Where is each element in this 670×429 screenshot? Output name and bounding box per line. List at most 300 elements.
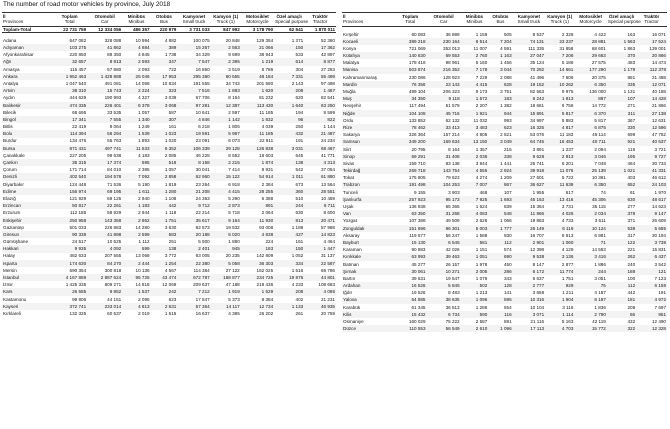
table-row [2,80,336,87]
cell-value: 4 703 [545,325,574,332]
table-row [2,44,336,51]
cell-value: 2 521 [500,132,512,138]
cell-value: 83 138 [445,160,460,166]
table-row [342,282,667,289]
table-row [2,73,336,80]
cell-value: 1 371 [291,37,304,43]
cell-value: 3 136 [545,253,574,260]
cell-value: 944 [488,110,512,117]
right-table-body [342,26,667,332]
table-row [342,311,667,318]
left-table [2,12,336,317]
cell-value: 84 010 [107,167,122,173]
cell-value: 1 057 [138,109,150,115]
cell-value: 2 944 [138,210,150,216]
table-row [2,310,336,317]
cell-value: 66 [607,311,636,318]
cell-value: 1 921 [461,110,489,117]
table-row [342,52,667,59]
table-row [2,166,336,173]
cell-value: 1 108 [164,195,177,201]
cell-value: 1 624 [475,204,488,210]
cell-value: 17 362 [304,44,336,51]
cell-value: 20 866 [636,52,667,59]
cell-value: 538 [607,225,636,232]
province-name: Tokat [343,175,354,181]
cell-value: 28 551 [304,188,336,195]
cell-value: 28 881 [574,38,607,45]
cell-value: 450 [503,261,512,267]
table-row [2,138,336,145]
cell-value: 1 151 [475,247,488,253]
province-name: Malatya [343,60,360,66]
cell-value: 1 096 [461,297,489,304]
cell-value: 10 262 [545,81,574,88]
cell-value: 117 494 [409,103,426,109]
cell-value: 9 155 [414,189,426,195]
cell-value: 62 541 [274,26,304,32]
column-header: Otobüs [488,13,512,20]
cell-value: 10 271 [427,268,461,275]
province-name: Erzincan [2,202,52,209]
cell-value: 1 021 [607,167,636,174]
cell-value: 142 809 [256,253,274,259]
cell-value: 7 555 [87,116,122,123]
cell-value: 6 756 [561,103,574,109]
table-row [342,261,667,268]
cell-value: 15 432 [394,311,427,318]
cell-value: 2 215 [211,159,241,166]
cell-value: 74 131 [513,38,546,45]
cell-value: 464 [627,160,636,166]
table-row [2,224,336,231]
cell-value: 7 697 [654,304,666,310]
cell-value: 6 172 [513,268,546,275]
cell-value: 1 118 [165,210,177,216]
cell-value: 61 880 [304,173,336,180]
table-row [2,253,336,260]
cell-value: 38 943 [259,52,274,58]
cell-value: 699 [627,132,636,138]
cell-value: 56 294 [87,130,122,137]
cell-value: 103 275 [52,44,87,51]
cell-value: 372 741 [52,303,87,310]
cell-value: 721 069 [408,45,426,51]
cell-value: 140 630 [394,52,427,59]
column-header: Otomobil [87,13,122,20]
province-name: Ağrı [2,58,52,65]
cell-value: 4 845 [138,52,150,58]
column-header: Kamyonet [177,13,210,20]
cell-value: 11 866 [513,210,546,217]
cell-value: 121 [636,268,667,275]
province-name: Bayburt [342,239,394,246]
cell-value: 14 823 [304,231,336,238]
cell-value: 630 [607,196,636,203]
province-name: Amasya [3,66,20,72]
cell-value: 1 144 [323,124,335,130]
cell-value: 41 496 [530,74,545,80]
cell-value: 26 149 [513,225,546,232]
province-name: Artvin [2,87,52,94]
cell-value: 36 513 [445,304,460,310]
cell-value: 36 889 [445,31,460,37]
cell-value: 55 763 [107,138,122,144]
cell-value: 111 335 [528,45,545,51]
cell-value: 12 631 [651,117,666,123]
cell-value: 82 563 [530,89,545,95]
cell-value: 8 164 [448,146,460,152]
cell-value: 19 876 [274,274,304,281]
cell-value: 16 071 [651,31,666,37]
cell-value: 432 [274,130,304,137]
cell-value: 3 051 [594,275,606,281]
cell-value: 6 613 [561,232,574,238]
cell-value: 25 046 [122,73,150,80]
cell-value: 32 657 [52,58,87,65]
cell-value: 6 370 [574,110,607,117]
column-header-en: Small truck [177,19,210,26]
cell-value: 4 395 [228,310,240,316]
cell-value: 21 487 [304,130,336,137]
column-header-en: Tractor [304,19,336,26]
cell-value: 7 925 [461,196,489,203]
table-row [2,173,336,180]
cell-value: 78 462 [394,124,427,131]
cell-value: 27 601 [530,175,545,181]
province-name: Eskişehir [2,217,52,224]
cell-value: 163 [241,245,274,252]
column-header: Kamyon (1) [211,13,241,20]
column-header: Minibüs [122,13,150,20]
column-header: Minibüs [461,13,489,20]
cell-value: 19 526 [411,290,426,296]
province-name: Ordu [343,117,354,123]
cell-value: 129 354 [256,37,274,43]
cell-value: 22 214 [195,210,210,216]
cell-value: 8 158 [177,159,210,166]
cell-value: 1 572 [461,95,489,102]
table-row [342,196,667,203]
cell-value: 5 817 [594,117,606,123]
cell-value: 1 051 [461,253,489,260]
cell-value: 1 836 [594,304,606,310]
cell-value: 44 801 [304,274,336,281]
cell-value: 60 537 [107,310,122,316]
cell-value: 4 838 [241,231,274,238]
cell-value: 652 [607,182,636,189]
cell-value: 548 [488,210,512,217]
cell-value: 595 [488,297,512,304]
cell-value: 3 944 [475,160,488,166]
cell-value: 6 388 [261,195,274,201]
cell-value: 7 606 [561,74,574,80]
cell-value: 11 183 [559,132,574,138]
cell-value: 112 [488,239,512,246]
cell-value: 98 961 [445,60,460,66]
cell-value: 10 641 [195,109,210,115]
cell-value: 2 036 [461,153,489,160]
cell-value: 30 733 [651,160,666,166]
cell-value: 11 533 [122,145,150,152]
cell-value: 106 339 [177,145,210,152]
cell-value: 150 [274,245,304,252]
table-row [2,245,336,252]
cell-value: 9 852 [87,288,122,295]
table-row [2,288,336,295]
cell-value: 921 [607,138,636,145]
cell-value: 690 [488,253,512,260]
cell-value: 8 164 [228,95,240,101]
cell-value: 251 [168,239,177,245]
cell-value: 5 373 [228,296,240,302]
cell-value: 9 727 [636,153,667,160]
cell-value: 22 419 [72,124,87,130]
cell-value: 402 540 [52,173,87,180]
cell-value: 75 [574,282,607,289]
province-name: Osmaniye [343,319,364,325]
cell-value: 70 292 [513,67,546,74]
cell-value: 42 026 [445,247,460,253]
cell-value: 14 473 [651,60,666,66]
cell-value: 9 118 [427,95,461,102]
cell-value: 542 [295,167,304,173]
cell-value: 17 524 [636,38,667,45]
province-name: Düzce [342,325,394,332]
province-name: Kars [2,288,52,295]
cell-value: 74 [600,189,606,195]
cell-value: 61 345 [411,304,426,310]
table-row [2,217,336,224]
cell-value: 15 743 [87,87,122,94]
province-name: Denizli [2,173,52,180]
cell-value: 62 132 [445,117,460,123]
cell-value: 6 437 [636,253,667,260]
cell-value: 119 577 [409,232,426,238]
cell-value: 11 032 [473,117,488,123]
cell-value: 930 [503,232,512,238]
cell-value: 40 537 [636,138,667,145]
cell-value: 69 553 [427,52,461,59]
cell-value: 335 [607,81,636,88]
cell-value: 206 323 [443,89,460,95]
cell-value: 82 541 [320,95,335,101]
cell-value: 18 603 [259,152,274,158]
cell-value: 7 204 [488,38,512,45]
cell-value: 143 358 [87,217,122,224]
header-row-tr [342,13,667,20]
column-header: Özel amaçlı [274,13,304,20]
cell-value: 31 137 [320,253,335,259]
cell-value: 230 086 [408,74,426,80]
cell-value: 501 033 [69,224,87,230]
province-name: Iğdır [343,290,353,296]
cell-value: 124 448 [69,181,87,187]
province-name: Hatay [3,253,16,259]
cell-value: 1 382 [500,103,512,109]
cell-value: 69 786 [320,267,335,273]
cell-value: 6 073 [228,138,240,144]
cell-value: 10 361 [591,175,606,181]
cell-value: 2 862 [122,217,150,224]
cell-value: 25 139 [574,167,607,174]
province-name: İzmir [3,282,13,288]
cell-value: 10 136 [135,267,150,273]
cell-value: 112 185 [69,210,87,216]
cell-value: 15 772 [574,325,607,332]
table-row [342,102,667,109]
table-row [342,160,667,167]
cell-value: 1 952 463 [52,73,87,80]
province-name: Muş [342,95,394,102]
cell-value: 21 231 [320,296,335,302]
cell-value: 63 250 [304,102,336,109]
province-name: Kocaeli [342,38,394,45]
cell-value: 220 850 [69,52,87,58]
province-name: Karaman [343,247,362,253]
province-name: Adıyaman [2,44,52,51]
cell-value: 497 741 [87,145,122,152]
cell-value: 5 722 [561,175,574,181]
cell-value: 13 068 [135,253,150,259]
cell-value: 21 116 [530,319,545,325]
cell-value: 4 415 [211,188,241,195]
cell-value: 6 711 [304,202,336,209]
cell-value: 2 873 [211,202,241,209]
cell-value: 11 930 [241,217,274,224]
cell-value: 1 209 [500,175,512,181]
column-header-en: Truck (1) [545,19,574,26]
cell-value: 2 790 [574,311,607,318]
cell-value: 11 774 [545,268,574,275]
cell-value: 68 695 [72,109,87,115]
cell-value: 1 179 [607,67,636,74]
cell-value: 16 453 [545,138,574,145]
cell-value: 2 224 [122,87,150,94]
cell-value: 163 [627,31,636,37]
cell-value: 63 993 [394,253,427,260]
cell-value: 474 335 [52,102,87,109]
cell-value: 1 060 [545,239,574,246]
cell-value: 3 416 [574,253,607,260]
cell-value: 61 [630,189,636,195]
cell-value: 722 [168,66,177,72]
cell-value: 3 068 [151,102,178,109]
cell-value: 5 290 [228,195,240,201]
cell-value: 35 617 [177,217,210,224]
cell-value: 1 219 [241,58,274,65]
cell-value: 128 [488,282,512,289]
cell-value: 1 057 [164,167,177,173]
cell-value: 489 104 [408,89,426,95]
cell-value: 867 [488,182,512,189]
cell-value: 121 929 [69,195,87,201]
cell-value: 891 [503,319,512,325]
cell-value: 4 882 [164,37,177,43]
cell-value: 307 [151,116,178,123]
table-row [342,182,667,189]
column-header: Traktör [636,13,667,20]
cell-value: 4 415 [461,81,489,88]
cell-value: 468 [479,189,488,195]
cell-value: 65 365 [445,204,460,210]
cell-value: 188 [607,268,636,275]
cell-value: 14 623 [651,204,666,210]
cell-value: 9 712 [177,202,210,209]
cell-value: 7 007 [461,182,489,189]
cell-value: 1 611 [122,188,150,195]
table-row [342,81,667,88]
cell-value: 6 352 [151,145,178,152]
cell-value: 134 476 [69,138,87,144]
cell-value: 28 255 [241,188,274,195]
cell-value: 486 357 [122,26,150,32]
cell-value: 1 751 [151,217,178,224]
cell-value: 46 228 [195,152,210,158]
cell-value: 2 777 [513,282,546,289]
cell-value: 209 637 [193,282,210,288]
cell-value: 41 331 [636,167,667,174]
column-header: İl [2,13,52,20]
cell-value: 21 866 [651,103,666,109]
cell-value: 617 [565,189,574,195]
cell-value: 56 247 [445,232,460,238]
table-row [342,239,667,246]
cell-value: 17 341 [52,116,87,123]
cell-value: 8 931 [261,167,274,173]
cell-value: 1 863 [623,45,636,51]
cell-value: 6 918 [228,181,240,187]
cell-value: 183 [488,95,512,102]
cell-value: 2 064 [261,210,274,216]
cell-value: 3 731 033 [177,26,210,32]
cell-value: 587 [168,109,177,115]
cell-value: 22 261 [87,202,122,209]
cell-value: 1 588 [475,232,488,238]
cell-value: 27 283 [320,66,335,72]
province-name: Bingöl [2,116,52,123]
cell-value: 4 129 [561,247,574,253]
province-name: Bartın [343,275,356,281]
cell-value: 317 [627,232,636,238]
cell-value: 81 232 [259,95,274,101]
table-row [342,110,667,117]
cell-value: 227 205 [69,152,87,158]
cell-value: 26 585 [52,288,87,295]
table-row [342,289,667,296]
cell-value: 2 207 [475,103,488,109]
table-row [2,116,336,123]
cell-value: 2 395 [211,58,241,65]
cell-value: 503 874 [394,67,427,74]
right-table [342,12,667,332]
cell-value: 207 555 [104,253,122,259]
cell-value: 1 777 [488,225,512,232]
cell-value: 370 [607,52,636,59]
cell-value: 367 [627,117,636,123]
column-header: Toplam [394,13,427,20]
cell-value: 5 058 [211,260,241,267]
cell-value: 1 819 [164,181,177,187]
cell-value: 1 874 [241,159,274,166]
cell-value: 1 163 [488,52,512,59]
cell-value: 7 414 [228,167,240,173]
province-name: Kastamonu [3,296,27,302]
cell-value: 10 104 [530,304,545,310]
cell-value: 20 848 [225,37,240,43]
province-name: Burdur [3,138,17,144]
cell-value: 623 [168,296,177,302]
